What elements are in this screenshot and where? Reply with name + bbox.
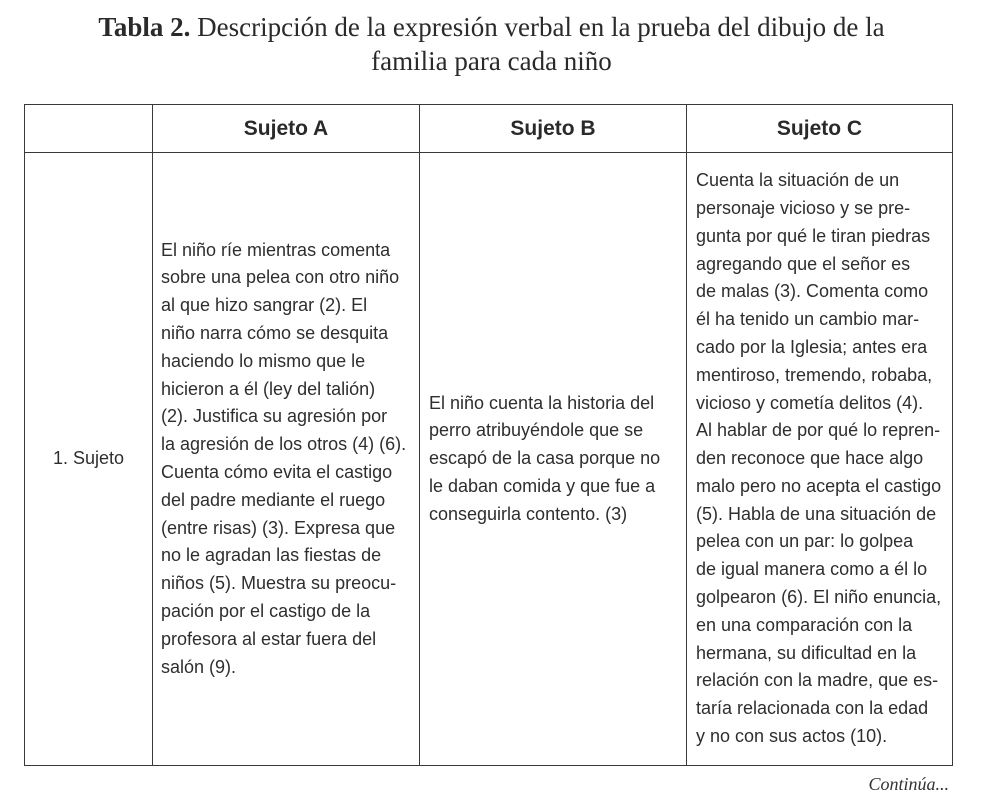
cell-sujeto-b (420, 153, 687, 766)
table-header-row (25, 105, 953, 153)
caption-label: Tabla 2. (98, 12, 191, 42)
caption-title-line-2: familia para cada niño (371, 46, 612, 76)
table-row (25, 153, 953, 766)
header-sujeto-c: Sujeto C (687, 105, 953, 153)
cell-sujeto-c-text: Cuenta la situación de un personaje vicioso y se pre- gunta por qué le tiran piedras agregando que el señor es de malas (3). Comenta como él ha tenido un cambio mar- cado por la Iglesia; antes era mentiroso, tremendo, robaba, vicioso y cometía delitos (4). Al hablar de por qué lo repren- den reconoce que hace algo malo pero no acepta el castigo (5). Habla de una situación de pelea con un par: lo golpea de igual manera como a él lo golpearon (6). El niño enuncia, en una comparación con la hermana, su dificultad en la relación con la madre, que es- taría relacionada con la edad y no con sus actos (10). (696, 170, 942, 747)
cell-sujeto-a-text: El niño ríe mientras comenta sobre una pelea con otro niño al que hizo sangrar (2). El niño narra cómo se desquita haciendo lo mismo que le hicieron a él (ley del talión) (2). Justifica su agresión por la agresión de los otros (4) (6). Cuenta cómo evita el castigo del padre mediante el ruego (entre risas) (3). Expresa que no le agradan las fiestas de niños (5). Muestra su preocu- pación por el castigo de la profesora al estar fuera del salón (9). (161, 239, 407, 677)
table-caption (0, 10, 983, 78)
header-sujeto-b: Sujeto B (420, 105, 687, 153)
header-empty-cell (25, 105, 153, 153)
caption-line-1 (0, 10, 983, 44)
row-label: 1. Sujeto (25, 153, 153, 766)
description-table (24, 104, 953, 766)
caption-title-line-1: Descripción de la expresión verbal en la prueba del dibujo de la (197, 12, 885, 42)
continua-note: Continúa... (868, 774, 949, 794)
header-sujeto-a: Sujeto A (153, 105, 420, 153)
cell-sujeto-c (687, 153, 953, 766)
cell-sujeto-b-text: El niño cuenta la historia del perro atribuyéndole que se escapó de la casa porque no le daban comida y que fue a conseguirla contento. (3) (429, 392, 661, 524)
cell-sujeto-a (153, 153, 420, 766)
